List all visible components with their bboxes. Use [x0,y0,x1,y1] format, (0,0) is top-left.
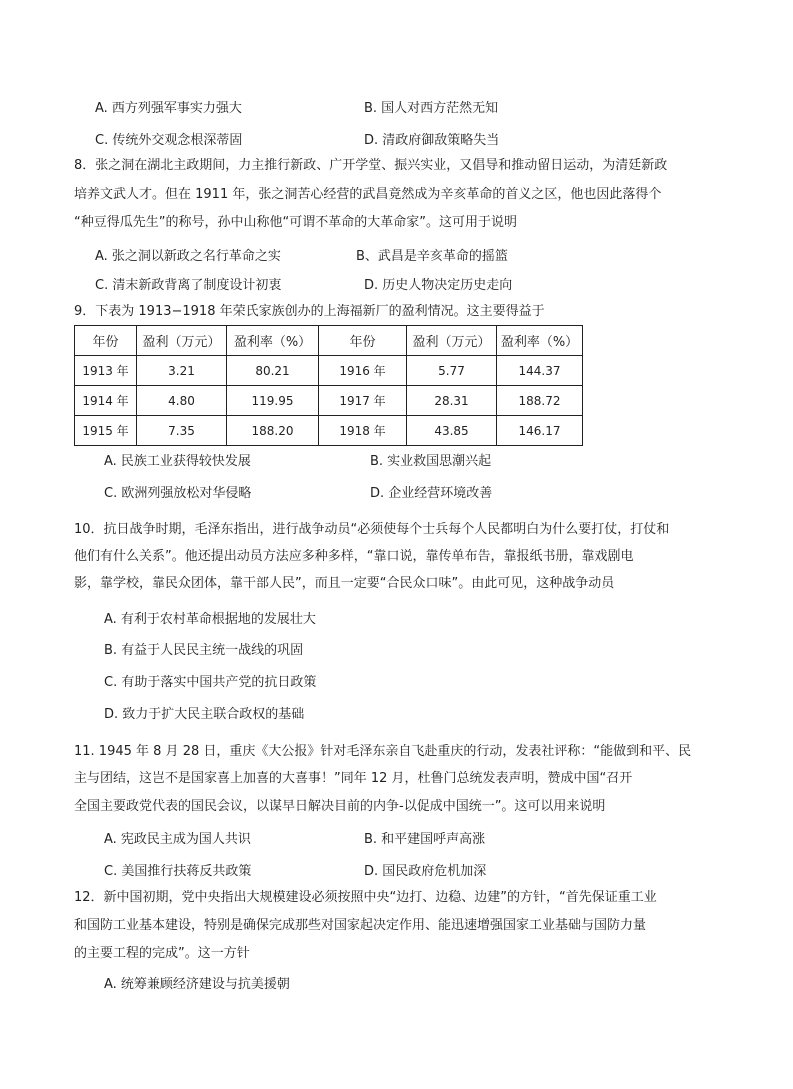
table-cell: 144.37 [497,356,583,386]
q10-option-d[interactable]: D. 致力于扩大民主联合政权的基础 [104,707,305,722]
q7-option-b[interactable]: B. 国人对西方茫然无知 [364,101,499,116]
table-row [75,356,583,386]
q8-option-b[interactable]: B、武昌是辛亥革命的摇篮 [356,249,508,264]
q8-stem-line-3: “种豆得瓜先生”的称号，孙中山称他“可谓不革命的大革命家”。这可用于说明 [74,215,517,230]
q9-stem: 9．下表为 1913−1918 年荣氏家族创办的上海福新厂的盈利情况。这主要得益于 [74,304,545,319]
profit-table [74,325,583,446]
q11-option-c[interactable]: C. 美国推行扶蒋反共政策 [104,864,252,879]
q12-stem-line-3: 的主要工程的完成”。这一方针 [74,946,250,961]
q9-option-b[interactable]: B. 实业救国思潮兴起 [370,454,492,469]
q7-option-d[interactable]: D. 清政府御敌策略失当 [364,133,500,148]
q11-stem-line-3: 全国主要政党代表的国民会议，以谋早日解决目前的内争-以促成中国统一”。这可以用来说明 [74,799,606,814]
q7-option-a[interactable]: A. 西方列强军事实力强大 [95,101,242,116]
table-cell: 1916 年 [319,356,407,386]
q8-option-a[interactable]: A. 张之洞以新政之名行革命之实 [95,249,281,264]
table-cell: 1914 年 [75,386,137,416]
q11-option-a[interactable]: A. 宪政民主成为国人共识 [104,832,251,847]
table-cell: 5.77 [407,356,497,386]
table-cell: 80.21 [227,356,319,386]
header-year: 年份 [319,326,407,356]
table-cell: 188.20 [227,416,319,446]
q11-stem-line-2: 主与团结，这岂不是国家喜上加喜的大喜事！”同年 12 月，杜鲁门总统发表声明，赞成中国“召开 [74,771,633,786]
q8-option-d[interactable]: D. 历史人物决定历史走向 [364,278,513,293]
q9-option-c[interactable]: C. 欧洲列强放松对华侵略 [104,486,252,501]
header-profit-rate: 盈利率（%） [497,326,583,356]
table-cell: 1918 年 [319,416,407,446]
q9-option-a[interactable]: A. 民族工业获得较快发展 [104,454,251,469]
q11-option-d[interactable]: D. 国民政府危机加深 [364,864,487,879]
table-header-row [75,326,583,356]
q7-option-c[interactable]: C. 传统外交观念根深蒂固 [95,133,243,148]
table-cell: 1913 年 [75,356,137,386]
table-row [75,386,583,416]
table-cell: 7.35 [137,416,227,446]
q10-option-b[interactable]: B. 有益于人民民主统一战线的巩固 [104,643,304,658]
q12-stem-line-2: 和国防工业基本建设，特别是确保完成那些对国家起决定作用、能迅速增强国家工业基础与国防力量 [74,918,647,933]
q11-option-b[interactable]: B. 和平建国呼声高涨 [364,832,486,847]
table-cell: 1917 年 [319,386,407,416]
q8-stem-line-2: 培养文武人才。但在 1911 年，张之洞苦心经营的武昌竟然成为辛亥革命的首义之区，他也因此落得个 [74,187,662,202]
q9-option-d[interactable]: D. 企业经营环境改善 [370,486,493,501]
table-cell: 28.31 [407,386,497,416]
table-cell: 119.95 [227,386,319,416]
table-cell: 1915 年 [75,416,137,446]
q11-stem-line-1: 11. 1945 年 8 月 28 日，重庆《大公报》针对毛泽东亲自飞赴重庆的行动，发表社评称：“能做到和平、民 [74,744,692,759]
q10-option-c[interactable]: C. 有助于落实中国共产党的抗日政策 [104,675,317,690]
header-year: 年份 [75,326,137,356]
q8-option-c[interactable]: C. 清末新政背离了制度设计初衷 [95,278,282,293]
table-cell: 188.72 [497,386,583,416]
q12-option-a[interactable]: A. 统筹兼顾经济建设与抗美援朝 [104,977,290,992]
q10-stem-line-3: 影，靠学校，靠民众团体，靠干部人民”，而且一定要“合民众口味”。由此可见，这种战争动员 [74,576,615,591]
table-cell: 3.21 [137,356,227,386]
table-cell: 146.17 [497,416,583,446]
q10-option-a[interactable]: A. 有利于农村革命根据地的发展壮大 [104,612,316,627]
table-row [75,416,583,446]
header-profit-rate: 盈利率（%） [227,326,319,356]
q8-stem-line-1: 8．张之洞在湖北主政期间，力主推行新政、广开学堂、振兴实业，又倡导和推动留日运动，为清廷新政 [74,158,668,173]
q10-stem-line-1: 10．抗日战争时期，毛泽东指出，进行战争动员“必须使每个士兵每个人民都明白为什么要打仗，打仗和 [74,522,670,537]
table-cell: 43.85 [407,416,497,446]
q12-stem-line-1: 12．新中国初期，党中央指出大规模建设必须按照中央“边打、边稳、边建”的方针，“首先保证重工业 [74,890,657,905]
header-profit: 盈利（万元） [407,326,497,356]
header-profit: 盈利（万元） [137,326,227,356]
table-cell: 4.80 [137,386,227,416]
q10-stem-line-2: 他们有什么关系”。他还提出动员方法应多种多样，“靠口说，靠传单布告，靠报纸书册，靠戏剧电 [74,549,634,564]
